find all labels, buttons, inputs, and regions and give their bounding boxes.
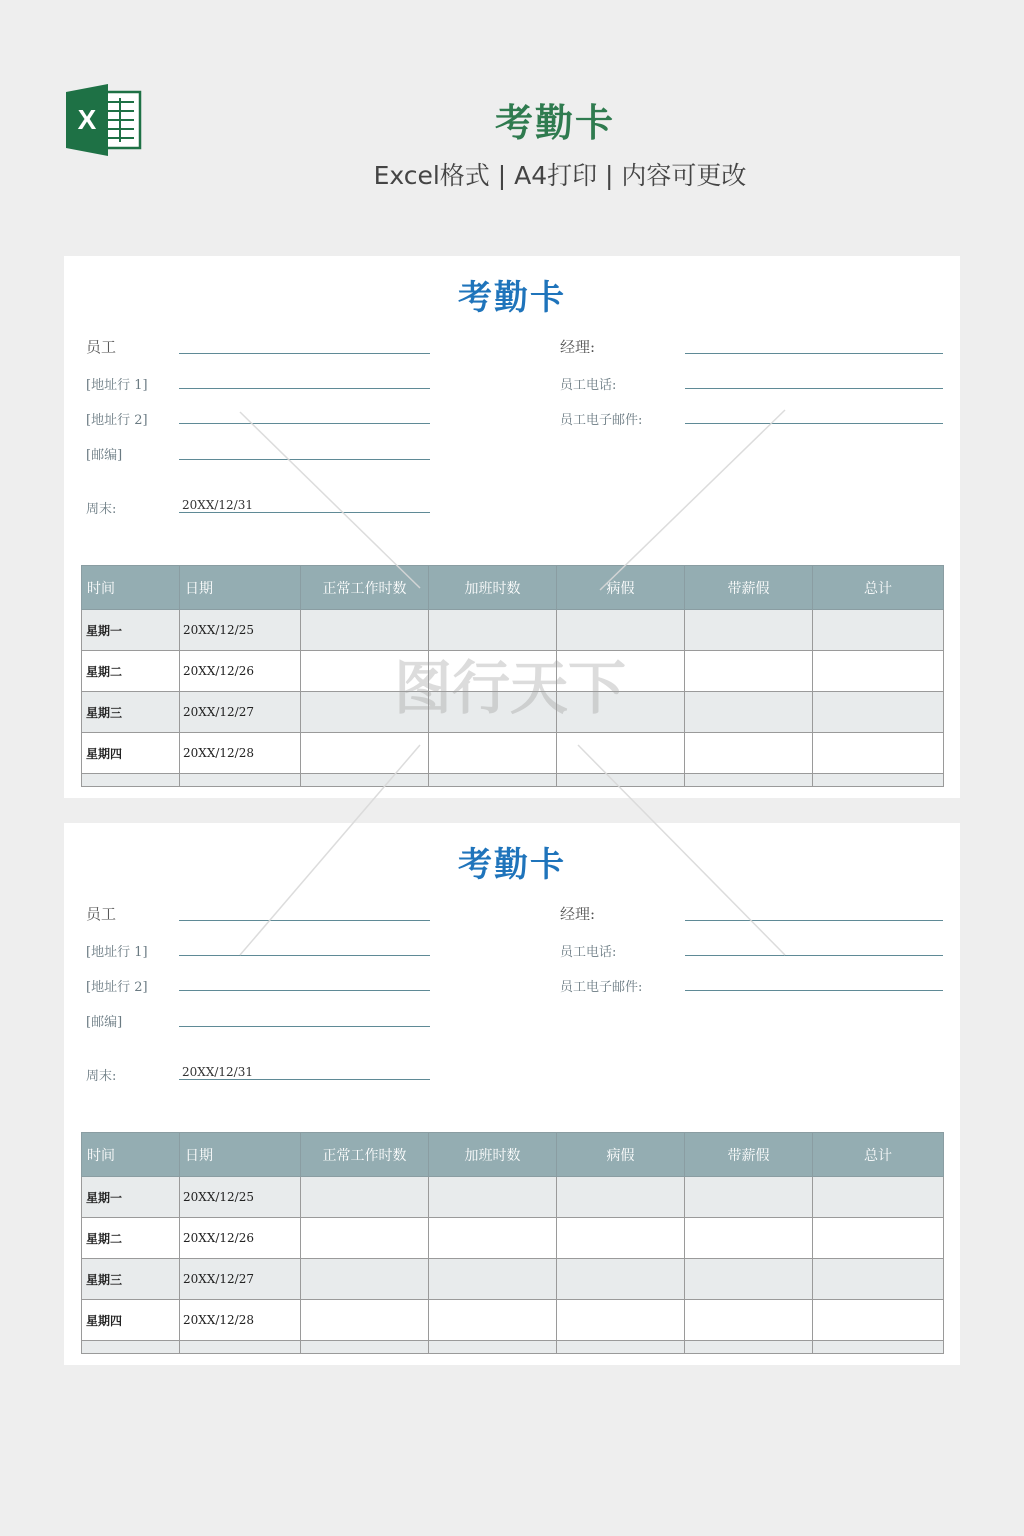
overtime-cell[interactable] [429, 692, 557, 733]
day-cell: 星期三 [82, 1259, 180, 1300]
attendance-table [81, 565, 944, 787]
total-cell[interactable] [813, 1259, 944, 1300]
day-cell: 星期一 [82, 1177, 180, 1218]
week-end-underline [179, 512, 430, 513]
page-title: 考勤卡 [494, 101, 615, 145]
paid-leave-cell[interactable] [685, 733, 813, 774]
week-end-label: 周末: [86, 1069, 117, 1084]
employee-field[interactable] [179, 920, 430, 921]
total-cell[interactable] [813, 1218, 944, 1259]
table-row-partial [82, 1341, 944, 1354]
date-cell[interactable]: 20XX/12/25 [180, 1177, 301, 1218]
day-cell: 星期二 [82, 1218, 180, 1259]
regular-hours-cell[interactable] [301, 692, 429, 733]
total-cell[interactable] [813, 1177, 944, 1218]
sick-leave-cell[interactable] [557, 1177, 685, 1218]
table-row [82, 1300, 944, 1341]
table-row [82, 1218, 944, 1259]
table-row [82, 1259, 944, 1300]
overtime-cell[interactable] [429, 610, 557, 651]
sick-leave-cell[interactable] [557, 733, 685, 774]
week-end-value[interactable]: 20XX/12/31 [182, 498, 253, 512]
overtime-cell[interactable] [429, 733, 557, 774]
day-cell: 星期四 [82, 1300, 180, 1341]
date-cell[interactable]: 20XX/12/28 [180, 1300, 301, 1341]
overtime-cell[interactable] [429, 1218, 557, 1259]
table-row-partial [82, 774, 944, 787]
email-field[interactable] [685, 990, 943, 991]
watermark-text: 图行天下 [393, 654, 627, 722]
paid-leave-cell[interactable] [685, 1177, 813, 1218]
table-row [82, 610, 944, 651]
logo-letter: X [77, 104, 97, 135]
regular-hours-cell[interactable] [301, 1177, 429, 1218]
col-total: 总计 [813, 1133, 944, 1177]
manager-field[interactable] [685, 353, 943, 354]
col-overtime: 加班时数 [429, 566, 557, 610]
overtime-cell[interactable] [429, 651, 557, 692]
table-row [82, 692, 944, 733]
email-label: 员工电子邮件: [560, 980, 643, 995]
table-row [82, 1177, 944, 1218]
week-end-underline [179, 1079, 430, 1080]
col-total: 总计 [813, 566, 944, 610]
zip-field[interactable] [179, 1026, 430, 1027]
total-cell[interactable] [813, 610, 944, 651]
regular-hours-cell[interactable] [301, 1218, 429, 1259]
phone-field[interactable] [685, 955, 943, 956]
table-header-row [82, 566, 944, 610]
col-overtime: 加班时数 [429, 1133, 557, 1177]
sick-leave-cell[interactable] [557, 1300, 685, 1341]
day-cell: 星期一 [82, 610, 180, 651]
table-row [82, 733, 944, 774]
date-cell[interactable]: 20XX/12/25 [180, 610, 301, 651]
address1-field[interactable] [179, 388, 430, 389]
email-field[interactable] [685, 423, 943, 424]
day-cell: 星期三 [82, 692, 180, 733]
sheet-title: 考勤卡 [458, 278, 566, 318]
paid-leave-cell[interactable] [685, 651, 813, 692]
table-header-row [82, 1133, 944, 1177]
total-cell[interactable] [813, 1300, 944, 1341]
zip-label: [邮编] [86, 1015, 123, 1030]
col-sick-leave: 病假 [557, 566, 685, 610]
paid-leave-cell[interactable] [685, 610, 813, 651]
phone-label: 员工电话: [560, 378, 617, 393]
date-cell[interactable]: 20XX/12/26 [180, 1218, 301, 1259]
employee-label: 员工 [86, 905, 117, 923]
email-label: 员工电子邮件: [560, 413, 643, 428]
overtime-cell[interactable] [429, 1259, 557, 1300]
paid-leave-cell[interactable] [685, 1259, 813, 1300]
sick-leave-cell[interactable] [557, 610, 685, 651]
timecard-sheet-1 [64, 256, 960, 798]
week-end-label: 周末: [86, 502, 117, 517]
address1-label: [地址行 1] [86, 945, 148, 960]
overtime-cell[interactable] [429, 1300, 557, 1341]
phone-field[interactable] [685, 388, 943, 389]
total-cell[interactable] [813, 692, 944, 733]
overtime-cell[interactable] [429, 1177, 557, 1218]
col-time: 时间 [82, 1133, 180, 1177]
sick-leave-cell[interactable] [557, 651, 685, 692]
paid-leave-cell[interactable] [685, 1218, 813, 1259]
manager-label: 经理: [560, 905, 596, 923]
col-time: 时间 [82, 566, 180, 610]
page-subtitle: Excel格式 | A4打印 | 内容可更改 [373, 161, 747, 190]
employee-field[interactable] [179, 353, 430, 354]
table-row [82, 651, 944, 692]
address2-label: [地址行 2] [86, 413, 148, 428]
total-cell[interactable] [813, 651, 944, 692]
regular-hours-cell[interactable] [301, 1259, 429, 1300]
address2-label: [地址行 2] [86, 980, 148, 995]
regular-hours-cell[interactable] [301, 1300, 429, 1341]
phone-label: 员工电话: [560, 945, 617, 960]
attendance-table [81, 1132, 944, 1354]
week-end-value[interactable]: 20XX/12/31 [182, 1065, 253, 1079]
col-regular-hours: 正常工作时数 [301, 566, 429, 610]
zip-field[interactable] [179, 459, 430, 460]
regular-hours-cell[interactable] [301, 733, 429, 774]
sick-leave-cell[interactable] [557, 1259, 685, 1300]
sick-leave-cell[interactable] [557, 1218, 685, 1259]
address1-field[interactable] [179, 955, 430, 956]
page-header [0, 0, 1024, 230]
address1-label: [地址行 1] [86, 378, 148, 393]
date-cell[interactable]: 20XX/12/27 [180, 692, 301, 733]
col-paid-leave: 带薪假 [685, 1133, 813, 1177]
col-sick-leave: 病假 [557, 1133, 685, 1177]
paid-leave-cell[interactable] [685, 1300, 813, 1341]
col-date: 日期 [180, 566, 301, 610]
manager-field[interactable] [685, 920, 943, 921]
manager-label: 经理: [560, 338, 596, 356]
col-paid-leave: 带薪假 [685, 566, 813, 610]
address2-field[interactable] [179, 990, 430, 991]
regular-hours-cell[interactable] [301, 610, 429, 651]
paid-leave-cell[interactable] [685, 692, 813, 733]
day-cell: 星期四 [82, 733, 180, 774]
sheet-title: 考勤卡 [458, 845, 566, 885]
date-cell[interactable]: 20XX/12/27 [180, 1259, 301, 1300]
address2-field[interactable] [179, 423, 430, 424]
regular-hours-cell[interactable] [301, 651, 429, 692]
zip-label: [邮编] [86, 448, 123, 463]
col-regular-hours: 正常工作时数 [301, 1133, 429, 1177]
date-cell[interactable]: 20XX/12/28 [180, 733, 301, 774]
timecard-sheet-2 [64, 823, 960, 1365]
sick-leave-cell[interactable] [557, 692, 685, 733]
total-cell[interactable] [813, 733, 944, 774]
col-date: 日期 [180, 1133, 301, 1177]
day-cell: 星期二 [82, 651, 180, 692]
employee-label: 员工 [86, 338, 117, 356]
date-cell[interactable]: 20XX/12/26 [180, 651, 301, 692]
